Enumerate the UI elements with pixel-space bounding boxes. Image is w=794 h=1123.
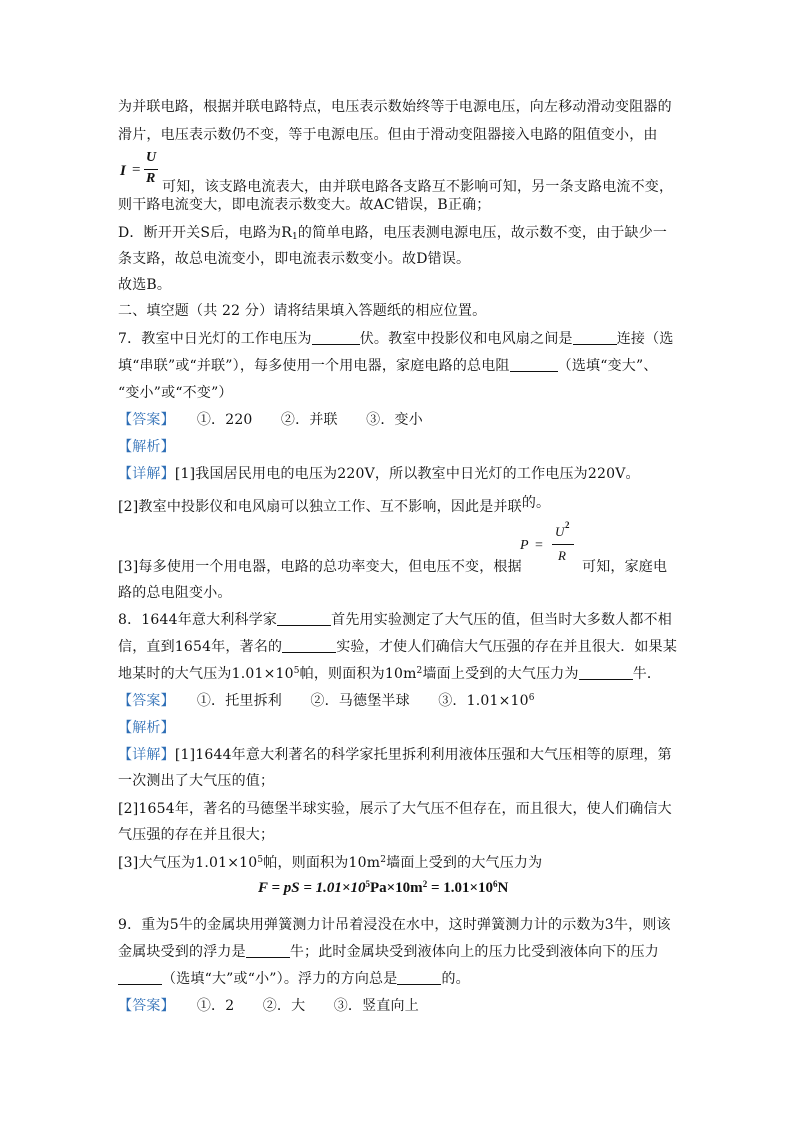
text-line: 条支路，故总电流变小，即电流表示数变小。故D错误。 — [118, 251, 471, 267]
answer-blank — [573, 330, 617, 345]
answer-label: 【答案】 — [118, 693, 175, 709]
answer-line: 【答案】 ①．220 ②．并联 ③．变小 — [118, 412, 423, 428]
text-line: 为并联电路，根据并联电路特点，电压表示数始终等于电源电压，向左移动滑动变阻器的 — [118, 99, 672, 115]
detail-line: 路的总电阻变小。 — [118, 585, 232, 601]
question-8: 信，直到1654年，著名的 实验，才使人们确信大气压强的存在并且很大．如果某 — [118, 639, 678, 655]
analysis-label: 【解析】 — [118, 439, 175, 455]
analysis-label: 【解析】 — [118, 720, 175, 736]
question-9: 9．重为5牛的金属块用弹簧测力计吊着浸没在水中，这时弹簧测力计的示数为3牛，则该 — [118, 917, 671, 933]
answer-blank — [282, 638, 336, 653]
detail-label: 【详解】 — [118, 466, 175, 482]
detail-line: [2]教室中投影仪和电风扇可以独立工作、互不影响，因此是并联的。 — [118, 495, 551, 515]
question-9: 金属块受到的浮力是 牛；此时金属块受到液体向上的压力比受到液体向下的压力 — [118, 944, 660, 960]
formula-ohm: I = U R — [120, 150, 157, 186]
text-line: D．断开开关S后，电路为$R_1$的简单电路，电压表测电源电压，故示数不变，由于缺少一 — [118, 225, 668, 242]
answer-blank — [397, 970, 441, 985]
answer-label: 【答案】 — [118, 998, 175, 1014]
detail-line: 可知，家庭电 — [582, 559, 668, 575]
question-7: 7．教室中日光灯的工作电压为 伏。教室中投影仪和电风扇之间是 连接（选 — [118, 331, 674, 347]
answer-blank — [510, 357, 558, 372]
question-8: 地某时的大气压为$1.01\times 10^5$帕，则面积为$10m^2$墙面上受到的大气压力为 牛． — [118, 666, 662, 682]
formula-power: P = U 2 R — [520, 522, 580, 570]
text-line: 滑片，电压表示数仍不变，等于电源电压。但由于滑动变阻器接入电路的阻值变小，由 — [118, 127, 658, 143]
question-7: 填“串联”或“并联”），每多使用一个用电器，家庭电路的总电阻 （选填“变大”、 — [118, 358, 658, 374]
answer-label: 【答案】 — [118, 412, 175, 428]
answer-line: 【答案】 ①．托里拆利 ②．马德堡半球 ③．$1.01\times 10^6$ — [118, 693, 535, 709]
answer-blank — [277, 611, 331, 626]
answer-blank — [312, 330, 360, 345]
detail-label: 【详解】 — [118, 747, 175, 763]
question-7: “变小”或“不变”） — [118, 385, 233, 401]
detail-line: 【详解】[1]1644年意大利著名的科学家托里拆利利用液体压强和大气压相等的原理，第 — [118, 747, 672, 763]
question-9: （选填“大”或“小”）。浮力的方向总是 的。 — [118, 968, 470, 988]
section-heading: 二、填空题（共 22 分）请将结果填入答题纸的相应位置。 — [118, 303, 487, 319]
detail-line: [3]大气压为$1.01\times 10^5$帕，则面积为$10m^2$墙面上受到的大气压力为 — [118, 855, 543, 871]
detail-line: 气压强的存在并且很大； — [118, 827, 275, 843]
formula-force: F = pS = $1.01\times 10^5Pa\times 10m^2 = 1.01\times 10^6N$ — [258, 879, 509, 896]
text-line: 故选B。 — [118, 277, 172, 293]
answer-line: 【答案】 ①．2 ②．大 ③．竖直向上 — [118, 998, 419, 1014]
detail-line: 一次测出了大气压的值； — [118, 773, 275, 789]
detail-line: 【详解】[1]我国居民用电的电压为220V，所以教室中日光灯的工作电压为220V。 — [118, 466, 640, 482]
text-line: 可知，该支路电流表大，由并联电路各支路互不影响可知，另一条支路电流不变， — [162, 179, 674, 195]
answer-blank — [246, 943, 290, 958]
detail-line: [2]1654年，著名的马德堡半球实验，展示了大气压不但存在，而且很大，使人们确信大 — [118, 801, 672, 817]
detail-line: [3]每多使用一个用电器，电路的总功率变大，但电压不变，根据 — [118, 559, 522, 575]
text-line: 则干路电流变大，即电流表示数变大。故AC错误，B正确； — [118, 197, 491, 213]
answer-blank — [579, 665, 633, 680]
question-8: 8．1644年意大利科学家 首先用实验测定了大气压的值，但当时大多数人都不相 — [118, 612, 672, 628]
answer-blank — [118, 970, 162, 985]
